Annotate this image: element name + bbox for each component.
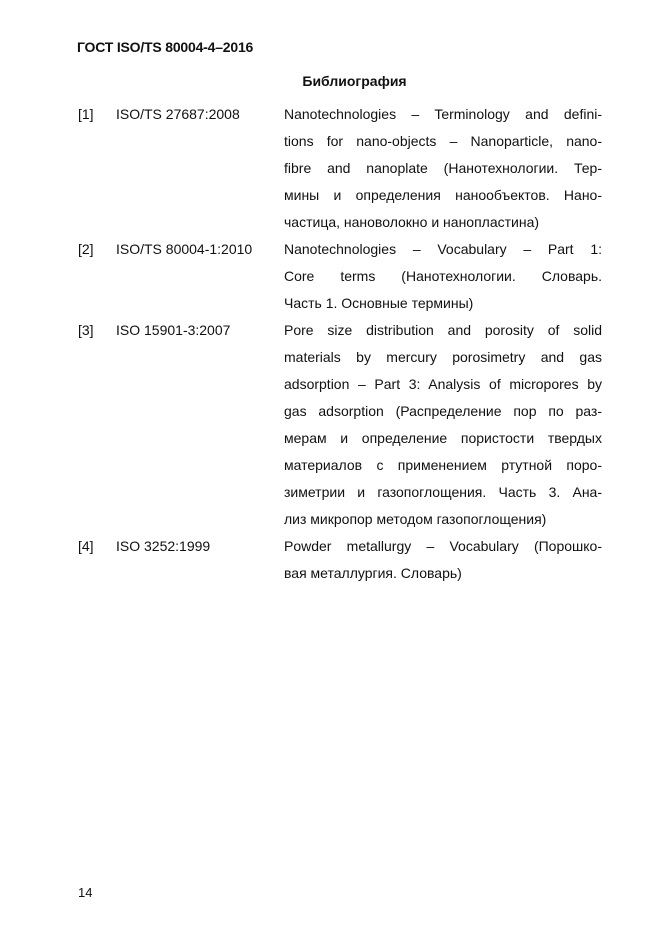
- standard-title: [284, 101, 602, 236]
- bibliography-entry: [78, 101, 608, 236]
- title-line: tions for nano-objects – Nanoparticle, nano-: [284, 133, 602, 149]
- bibliography-title: Библиография: [302, 73, 407, 89]
- title-line: Nanotechnologies – Vocabulary – Part 1:: [284, 241, 602, 257]
- entry-number: [1]: [78, 106, 94, 122]
- title-line: Часть 1. Основные термины): [284, 295, 474, 311]
- title-line: лиз микропор методом газопоглощения): [284, 511, 547, 527]
- title-line: частица, нановолокно и нанопластина): [284, 214, 540, 230]
- title-line: fibre and nanoplate (Нанотехнологии. Тер-: [284, 160, 602, 176]
- title-line: adsorption – Part 3: Analysis of micropores by: [284, 376, 602, 392]
- entry-number: [3]: [78, 322, 94, 338]
- bibliography-list: [78, 101, 608, 587]
- standard-title: [284, 533, 602, 587]
- title-line: зиметрии и газопоглощения. Часть 3. Ана-: [284, 484, 602, 500]
- standard-title: [284, 317, 602, 533]
- title-line: мерам и определение пористости твердых: [284, 430, 602, 446]
- title-line: Core terms (Нанотехнологии. Словарь.: [284, 268, 602, 284]
- bibliography-entry: [78, 317, 608, 533]
- entry-number: [2]: [78, 241, 94, 257]
- standard-code: ISO/TS 80004-1:2010: [116, 241, 253, 257]
- standard-code: ISO/TS 27687:2008: [116, 106, 240, 122]
- title-line: материалов с применением ртутной поро-: [284, 457, 602, 473]
- title-line: мины и определения нанообъектов. Нано-: [284, 187, 602, 203]
- page-number: 14: [78, 885, 93, 900]
- title-line: materials by mercury porosimetry and gas: [284, 349, 602, 365]
- standard-code: ISO 15901-3:2007: [116, 322, 231, 338]
- document-header: ГОСТ ISO/TS 80004-4–2016: [77, 39, 254, 55]
- bibliography-entry: [78, 236, 608, 317]
- title-line: вая металлургия. Словарь): [284, 565, 462, 581]
- title-line: Powder metallurgy – Vocabulary (Порошко-: [284, 538, 602, 554]
- title-line: Nanotechnologies – Terminology and defini-: [284, 106, 602, 122]
- title-line: gas adsorption (Распределение пор по раз-: [284, 403, 602, 419]
- standard-title: [284, 236, 602, 317]
- bibliography-entry: [78, 533, 608, 587]
- entry-number: [4]: [78, 538, 94, 554]
- title-line: Pore size distribution and porosity of solid: [284, 322, 602, 338]
- standard-code: ISO 3252:1999: [116, 538, 211, 554]
